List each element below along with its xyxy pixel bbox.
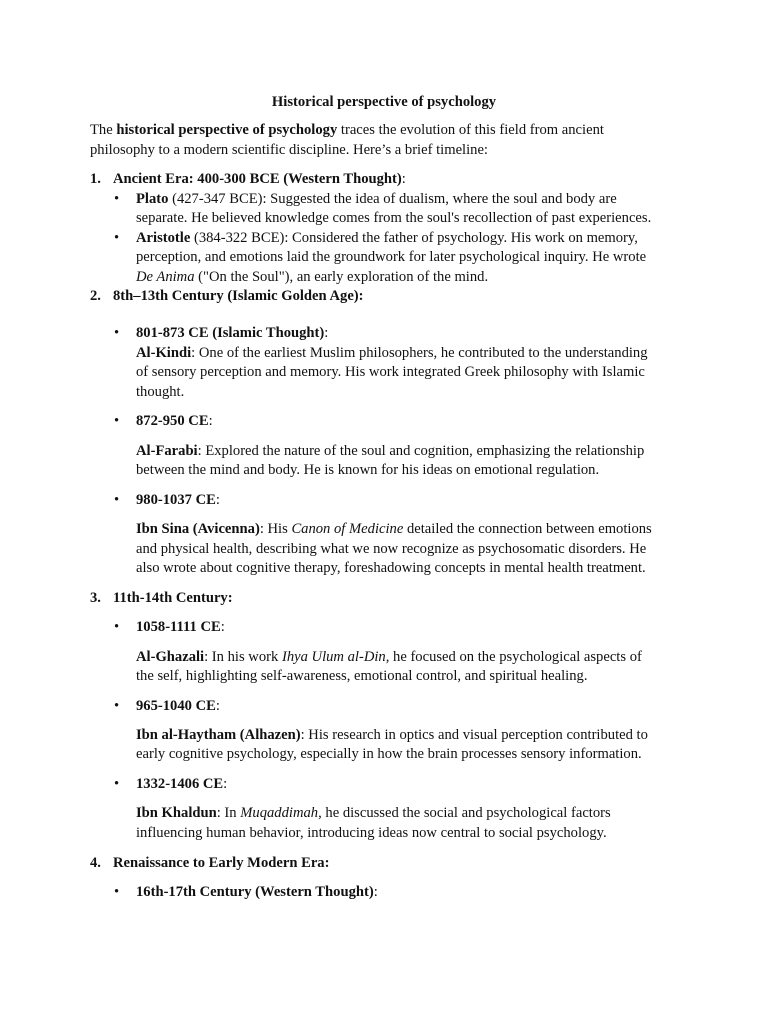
ibn-khaldun-entry: Ibn Khaldun: In Muqaddimah, he discussed the social and psychological factors: [136, 805, 611, 821]
bullet-marker: •: [114, 698, 120, 714]
section-heading: 4. Renaissance to Early Modern Era:: [90, 855, 330, 871]
intro-text: philosophy to a modern scientific discipline. Here’s a brief timeline:: [90, 141, 488, 158]
bullet-marker: •: [114, 776, 120, 792]
bullet-marker: •: [114, 191, 120, 207]
section-heading: 3. 11th-14th Century:: [90, 590, 233, 606]
bullet-marker: •: [114, 413, 120, 429]
intro-text: traces the evolution of this field from ancient: [337, 122, 604, 138]
al-kindi-entry: Al-Kindi: One of the earliest Muslim philosophers, he contributed to the understanding: [136, 345, 648, 361]
bullet-marker: •: [114, 492, 120, 508]
ibn-khaldun-entry-line: influencing human behavior, introducing ideas now central to social psychology.: [136, 825, 607, 841]
ibn-sina-entry: Ibn Sina (Avicenna): His Canon of Medicine detailed the connection between emotions: [136, 521, 652, 537]
al-ghazali-entry: Al-Ghazali: In his work Ihya Ulum al-Din, he focused on the psychological aspects of: [136, 649, 642, 665]
period-label: 16th-17th Century (Western Thought):: [136, 884, 378, 900]
al-farabi-entry-line: between the mind and body. He is known for his ideas on emotional regulation.: [136, 462, 600, 478]
period-label: 872-950 CE:: [136, 413, 213, 429]
aristotle-entry: Aristotle (384-322 BCE): Considered the father of psychology. His work on memory,: [136, 230, 638, 246]
period-label: 965-1040 CE:: [136, 698, 220, 714]
period-label: 1058-1111 CE:: [136, 619, 225, 635]
al-farabi-entry: Al-Farabi: Explored the nature of the soul and cognition, emphasizing the relationship: [136, 443, 645, 459]
aristotle-entry-line: perception, and emotions laid the groundwork for later psychological inquiry. He wrote: [136, 249, 647, 265]
section-heading: 1. Ancient Era: 400-300 BCE (Western Thought):: [90, 171, 406, 187]
al-kindi-entry-line: of sensory perception and memory. His work integrated Greek philosophy with Islamic: [136, 364, 645, 380]
intro-text: The: [90, 122, 117, 138]
period-label: 980-1037 CE:: [136, 492, 220, 508]
plato-entry-line: separate. He believed knowledge comes from the soul's recollection of past experiences.: [136, 210, 652, 226]
al-kindi-entry-line: thought.: [136, 384, 185, 400]
ibn-al-haytham-entry: Ibn al-Haytham (Alhazen): His research in optics and visual perception contributed to: [136, 727, 648, 743]
ibn-sina-entry-line: also wrote about cognitive therapy, foreshadowing concepts in mental health treatment.: [136, 560, 646, 576]
intro-bold: historical perspective of psychology: [116, 122, 338, 138]
al-ghazali-entry-line: the self, highlighting self-awareness, emotional control, and spiritual healing.: [136, 668, 588, 684]
period-label: 801-873 CE (Islamic Thought):: [136, 325, 329, 341]
bullet-marker: •: [114, 884, 120, 900]
section-heading: 2. 8th–13th Century (Islamic Golden Age):: [90, 288, 364, 304]
bullet-marker: •: [114, 325, 120, 341]
period-label: 1332-1406 CE:: [136, 776, 228, 792]
ibn-sina-entry-line: and physical health, describing what we now recognize as psychosomatic disorders. He: [136, 541, 647, 557]
intro-paragraph: [90, 121, 690, 160]
plato-entry: Plato (427-347 BCE): Suggested the idea of dualism, where the soul and body are: [136, 191, 617, 207]
page-title: Historical perspective of psychology: [271, 94, 497, 110]
ibn-al-haytham-entry-line: early cognitive psychology, especially in how the brain processes sensory information.: [136, 746, 642, 762]
bullet-marker: •: [114, 619, 120, 635]
bullet-marker: •: [114, 230, 120, 246]
aristotle-entry-line: De Anima ("On the Soul"), an early exploration of the mind.: [136, 269, 489, 285]
